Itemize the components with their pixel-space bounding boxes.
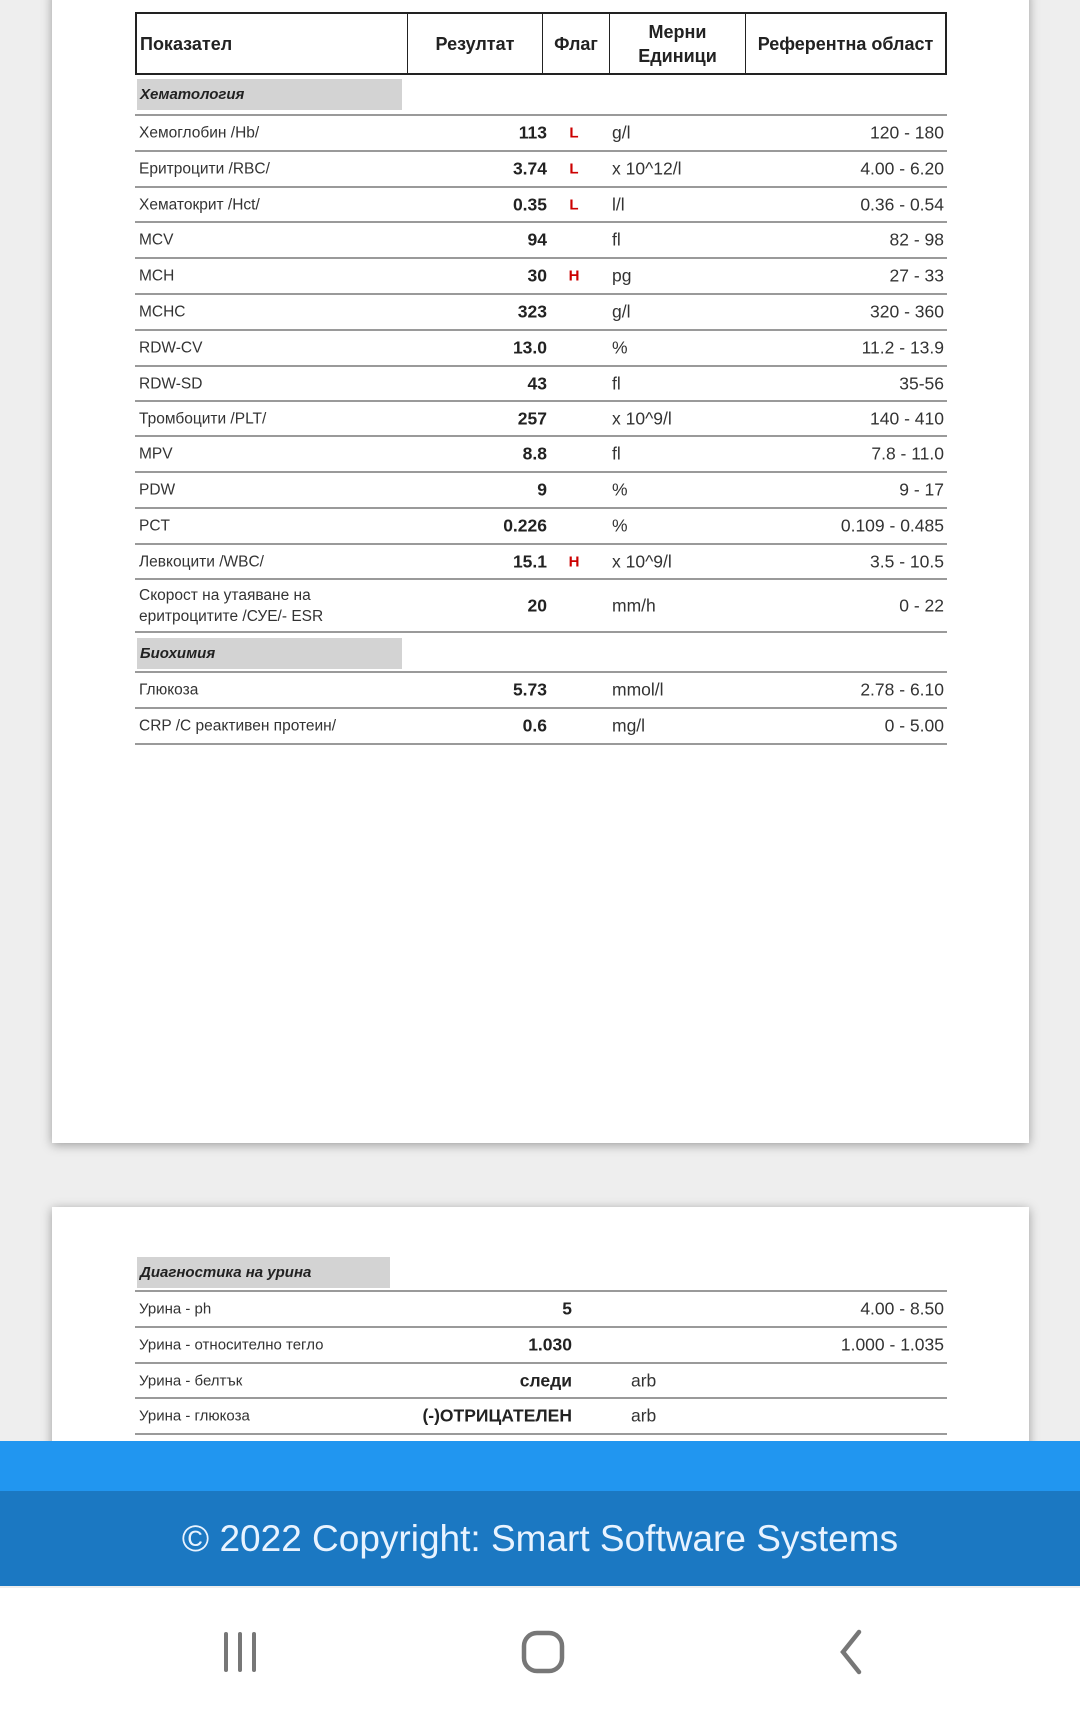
table-row (135, 709, 947, 745)
unit: mmol/l (612, 679, 664, 700)
flag-badge: L (569, 196, 579, 213)
indicator-name: Еритроцити /RBC/ (139, 160, 270, 178)
table-row (135, 1328, 947, 1364)
reference-range: 11.2 - 13.9 (861, 337, 944, 358)
reference-range: 120 - 180 (870, 122, 944, 143)
flag-badge: L (569, 124, 579, 142)
unit: x 10^12/l (612, 158, 682, 179)
reference-range: 0.36 - 0.54 (860, 194, 944, 214)
section-title: Диагностика на урина (137, 1257, 390, 1288)
indicator-name: Глюкоза (139, 681, 199, 699)
result-value: 13.0 (512, 337, 547, 358)
reference-range: 2.78 - 6.10 (860, 679, 944, 700)
indicator-name: MPV (139, 445, 173, 463)
unit: % (612, 337, 628, 358)
unit: % (612, 515, 628, 536)
indicator-name: Левкоцити /WBC/ (139, 553, 264, 570)
flag-badge: L (569, 160, 579, 178)
indicator-name: Урина - белтък (139, 1372, 243, 1389)
result-value: 1.030 (528, 1334, 572, 1355)
table-row (135, 295, 947, 331)
table-row (135, 367, 947, 402)
header-flag: Флаг (543, 14, 610, 73)
back-button[interactable] (830, 1628, 870, 1676)
section-title: Хематология (137, 79, 402, 110)
reference-range: 0 - 22 (899, 595, 944, 615)
home-button[interactable] (518, 1628, 568, 1676)
reference-range: 27 - 33 (889, 265, 944, 286)
table-row (135, 259, 947, 295)
indicator-name: Хемоглобин /Hb/ (139, 124, 260, 142)
table-row (135, 473, 947, 509)
reference-range: 3.5 - 10.5 (870, 551, 944, 571)
unit: arb (631, 1405, 657, 1426)
reference-range: 0.109 - 0.485 (840, 515, 944, 536)
indicator-name: Тромбоцити /PLT/ (139, 410, 267, 427)
back-icon (835, 1629, 865, 1675)
header-reference: Референтна област (757, 33, 934, 54)
indicator-name: PDW (139, 481, 176, 499)
table-row (135, 188, 947, 223)
header-result: Резултат (408, 14, 543, 73)
result-value: 5.73 (512, 679, 547, 700)
header-indicator: Показател (137, 14, 408, 73)
indicator-name: Урина - относително тегло (139, 1336, 324, 1354)
result-value: 8.8 (522, 443, 547, 464)
table-row (135, 1364, 947, 1399)
table-row (135, 152, 947, 188)
table-row (135, 580, 947, 633)
indicator-name: RDW-CV (139, 339, 203, 357)
reference-range: 9 - 17 (899, 479, 944, 500)
unit: mm/h (612, 595, 656, 615)
unit: fl (612, 443, 621, 464)
reference-range: 7.8 - 11.0 (871, 443, 944, 464)
table-header (135, 12, 947, 75)
result-value: 0.226 (503, 515, 547, 536)
reference-range: 35-56 (899, 373, 944, 393)
indicator-name: Урина - ph (139, 1300, 212, 1318)
result-value: 20 (527, 595, 547, 615)
result-value: 0.6 (522, 715, 547, 736)
result-value: 113 (518, 122, 547, 143)
indicator-name: Скорост на утаяване на еритроцитите /СУЕ/- ESR (139, 586, 324, 625)
table-row (135, 402, 947, 437)
result-value: 5 (562, 1298, 572, 1319)
recent-apps-button[interactable] (215, 1628, 265, 1676)
copyright-footer: © 2022 Copyright: Smart Software Systems (0, 1491, 1080, 1586)
table-row (135, 331, 947, 367)
footer-band (0, 1441, 1080, 1491)
table-row (135, 509, 947, 545)
unit: g/l (612, 122, 631, 143)
unit: arb (631, 1370, 657, 1390)
result-value: 257 (517, 408, 547, 428)
flag-badge: H (568, 553, 580, 570)
reference-range: 4.00 - 8.50 (860, 1298, 944, 1319)
header-units: Мерни Единици (610, 14, 746, 73)
home-icon (520, 1629, 566, 1675)
result-value: 323 (517, 301, 547, 322)
result-value: (-)ОТРИЦАТЕЛЕН (422, 1405, 572, 1426)
result-value: следи (519, 1370, 572, 1390)
result-value: 15.1 (512, 551, 547, 571)
unit: mg/l (612, 715, 646, 736)
unit: x 10^9/l (612, 551, 672, 571)
result-value: 3.74 (512, 158, 547, 179)
table-row (135, 545, 947, 580)
result-value: 0.35 (512, 194, 547, 214)
indicator-name: CRP /C реактивен протеин/ (139, 717, 337, 735)
result-value: 43 (527, 373, 547, 393)
unit: % (612, 479, 628, 500)
result-value: 30 (527, 265, 547, 286)
unit: fl (612, 373, 621, 393)
table-row (135, 437, 947, 473)
recent-apps-icon (220, 1631, 260, 1673)
unit: pg (612, 265, 632, 286)
unit: fl (612, 229, 621, 250)
unit: x 10^9/l (612, 408, 672, 428)
result-value: 94 (527, 229, 547, 250)
indicator-name: MCH (139, 267, 175, 285)
table-row (135, 1292, 947, 1328)
table-row (135, 116, 947, 152)
indicator-name: PCT (139, 517, 170, 535)
reference-range: 0 - 5.00 (884, 715, 944, 736)
android-nav-bar (0, 1588, 1080, 1713)
flag-badge: H (568, 267, 580, 285)
reference-range: 140 - 410 (870, 408, 944, 428)
indicator-name: MCV (139, 231, 174, 249)
result-value: 9 (537, 479, 547, 500)
reference-range: 82 - 98 (889, 229, 944, 250)
reference-range: 4.00 - 6.20 (860, 158, 944, 179)
indicator-name: Хематокрит /Hct/ (139, 196, 260, 213)
indicator-name: MCHC (139, 303, 186, 321)
table-row (135, 673, 947, 709)
table-row (135, 1399, 947, 1435)
unit: g/l (612, 301, 631, 322)
section-title: Биохимия (137, 638, 402, 669)
indicator-name: RDW-SD (139, 375, 203, 392)
unit: l/l (612, 194, 625, 214)
table-row (135, 223, 947, 259)
indicator-name: Урина - глюкоза (139, 1407, 250, 1425)
reference-range: 320 - 360 (870, 301, 944, 322)
reference-range: 1.000 - 1.035 (840, 1334, 944, 1355)
